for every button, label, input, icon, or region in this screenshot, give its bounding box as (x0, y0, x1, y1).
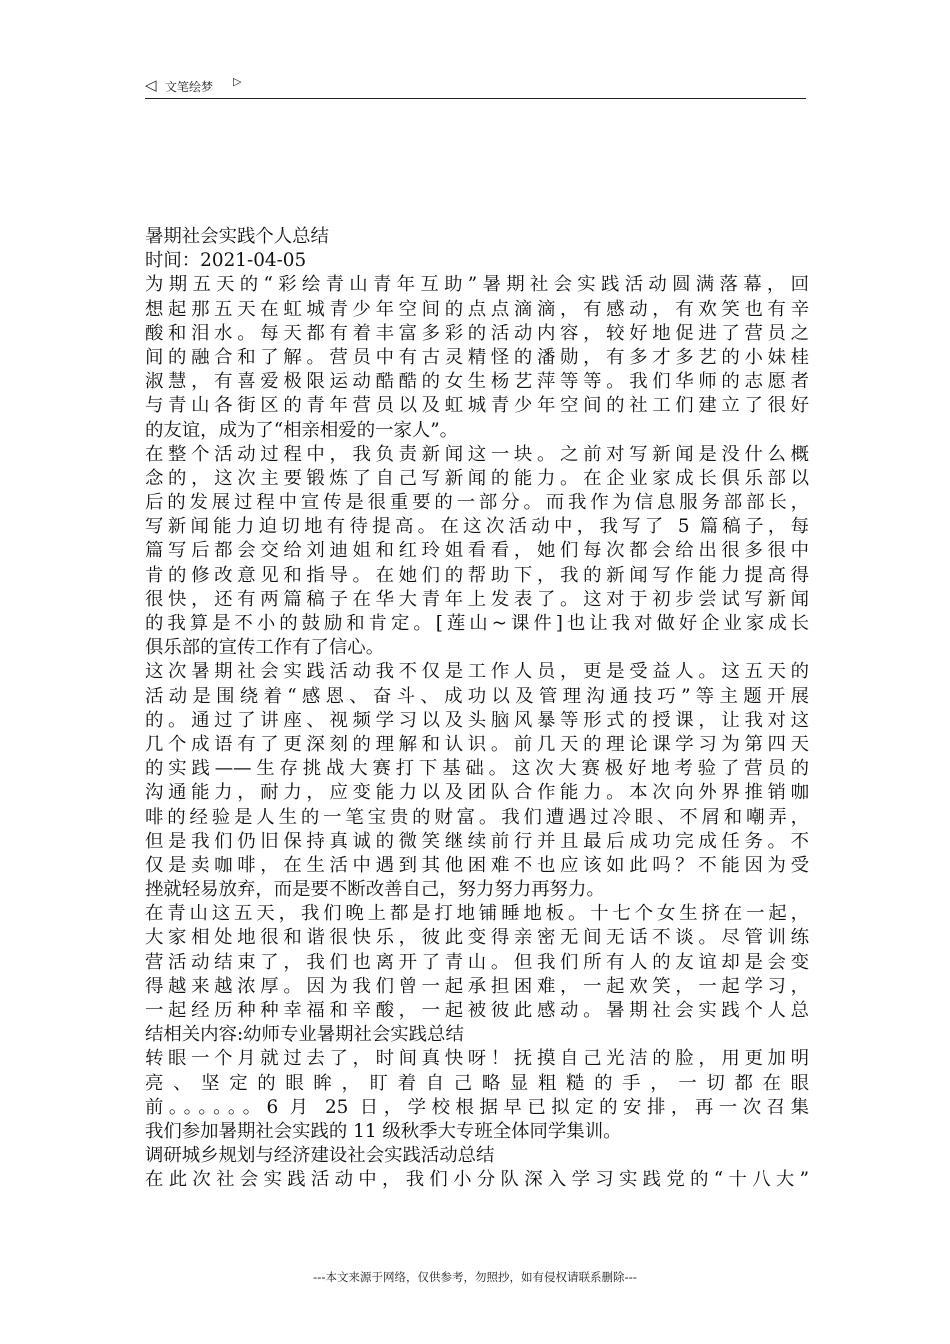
text-line: 沟通能力，耐力，应变能力以及团队合作能力。本次向外界推销咖 (145, 782, 809, 804)
text-line: 篇写后都会交给刘迪姐和红玲姐看看，她们每次都会给出很多很中 (145, 540, 809, 562)
text-line: 为期五天的“彩绘青山青年互助”暑期社会实践活动圆满落幕，回 (145, 274, 809, 296)
text-line: 在青山这五天，我们晚上都是打地铺睡地板。十七个女生挤在一起， (145, 903, 809, 925)
text-line: 几个成语有了更深刻的理解和认识。前几天的理论课学习为第四天 (145, 733, 809, 755)
document-date: 时间：2021-04-05 (145, 250, 307, 272)
text-line: 在此次社会实践活动中，我们小分队深入学习实践党的“十八大” (145, 1169, 809, 1191)
document-body (145, 225, 809, 1193)
text-line: 我们参加暑期社会实践的 11 级秋季大专班全体同学集训。 (145, 1120, 622, 1142)
text-line: 很快，还有两篇稿子在华大青年上发表了。这对于初步尝试写新闻 (145, 588, 809, 610)
text-line: 啡的经验是人生的一笔宝贵的财富。我们遭遇过冷眼、不屑和嘲弄， (145, 806, 809, 828)
text-line: 在整个活动过程中，我负责新闻这一块。之前对写新闻是没什么概 (145, 443, 809, 465)
triangle-left-icon: ◁ (145, 76, 157, 94)
text-line: 肯的修改意见和指导。在她们的帮助下，我的新闻写作能力提高得 (145, 564, 809, 586)
text-line: 的我算是不小的鼓励和肯定。[莲山~课件]也让我对做好企业家成长 (145, 613, 809, 634)
text-line: 酸和泪水。每天都有着丰富多彩的活动内容，较好地促进了营员之 (145, 322, 809, 344)
document-text (145, 273, 809, 1192)
text-line: 与青山各街区的青年营员以及虹城青少年空间的社工们建立了很好 (145, 395, 809, 417)
footer-notice: ---本文来源于网络，仅供参考，勿照抄，如有侵权请联系删除--- (313, 1270, 637, 1284)
text-line: 的实践——生存挑战大赛打下基础。这次大赛极好地考验了营员的 (145, 758, 809, 780)
text-line: 念的，这次主要锻炼了自己写新闻的能力。在企业家成长俱乐部以 (145, 467, 809, 489)
text-line: 仅是卖咖啡，在生活中遇到其他困难不也应该如此吗？不能因为受 (145, 854, 809, 876)
document-title: 暑期社会实践个人总结 (145, 226, 329, 247)
text-line: 活动是围绕着“感恩、奋斗、成功以及管理沟通技巧”等主题开展 (145, 685, 809, 707)
text-line: 后的发展过程中宣传是很重要的一部分。而我作为信息服务部部长， (145, 492, 809, 514)
text-line: 这次暑期社会实践活动我不仅是工作人员，更是受益人。这五天的 (145, 661, 809, 683)
text-line: 的友谊，成为了“相亲相爱的一家人”。 (145, 419, 459, 441)
text-line: 营活动结束了，我们也离开了青山。但我们所有人的友谊却是会变 (145, 951, 809, 973)
text-line: 写新闻能力迫切地有待提高。在这次活动中，我写了 5 篇稿子，每 (145, 516, 809, 538)
text-line: 但是我们仍旧保持真诚的微笑继续前行并且最后成功完成任务。不 (145, 830, 809, 852)
text-line: 得越来越浓厚。因为我们曾一起承担困难，一起欢笑，一起学习， (145, 975, 809, 997)
text-line: 结相关内容:幼师专业暑期社会实践总结 (145, 1024, 464, 1046)
page-header (145, 72, 806, 99)
text-line: 挫就轻易放弃，而是要不断改善自己，努力努力再努力。 (145, 879, 605, 901)
text-line: 前。。。。。。6 月 25 日，学校根据早已拟定的安排，再一次召集 (145, 1096, 809, 1118)
brand-name: 文笔绘梦 (165, 80, 214, 94)
text-line: 亮、坚定的眼眸，盯着自己略显粗糙的手，一切都在眼 (145, 1072, 809, 1094)
text-line: 间的融合和了解。营员中有古灵精怪的潘勋，有多才多艺的小妹桂 (145, 346, 809, 368)
text-line: 一起经历种种幸福和辛酸，一起被彼此感动。暑期社会实践个人总 (145, 1000, 809, 1021)
text-line: 转眼一个月就过去了，时间真快呀！抚摸自己光洁的脸，用更加明 (145, 1048, 809, 1070)
triangle-right-icon: ▷ (233, 75, 242, 88)
text-line: 淑慧，有喜爱极限运动酷酷的女生杨艺萍等等。我们华师的志愿者 (145, 371, 809, 393)
text-line: 俱乐部的宣传工作有了信心。 (145, 637, 385, 659)
text-line: 大家相处地很和谐很快乐，彼此变得亲密无间无话不谈。尽管训练 (145, 927, 809, 949)
text-line: 调研城乡规划与经济建设社会实践活动总结 (145, 1145, 495, 1167)
text-line: 想起那五天在虹城青少年空间的点点滴滴，有感动，有欢笑也有辛 (145, 298, 809, 320)
text-line: 的。通过了讲座、视频学习以及头脑风暴等形式的授课，让我对这 (145, 709, 809, 731)
